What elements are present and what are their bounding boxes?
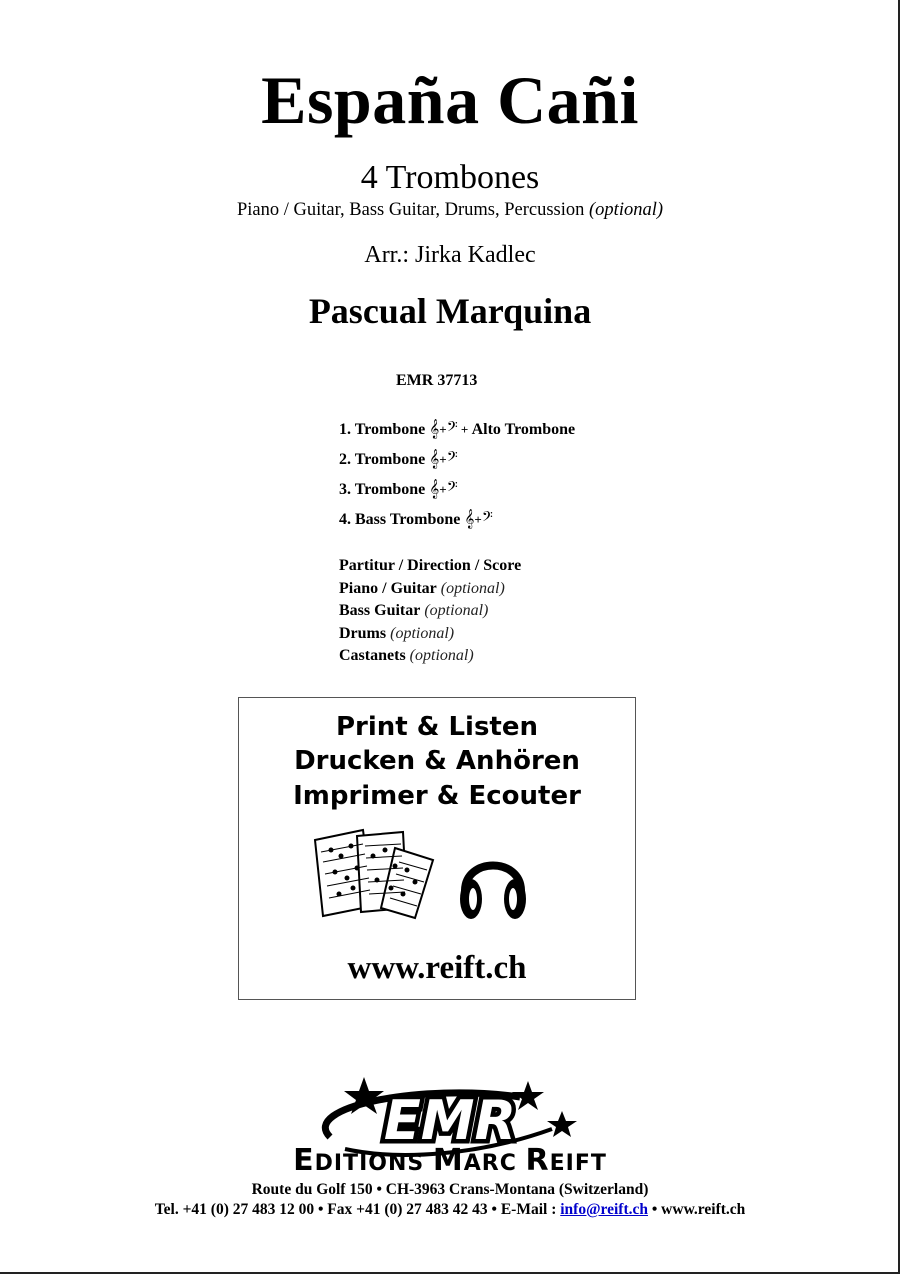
extra-label: Piano / Guitar xyxy=(339,579,437,597)
sheet-music-icon xyxy=(311,826,441,921)
publisher-name-part: DITIONS xyxy=(314,1151,433,1176)
subtitle: 4 Trombones xyxy=(360,159,540,196)
publisher-name-part: M xyxy=(432,1143,464,1178)
publisher-name-part: E xyxy=(293,1143,315,1178)
promo-line-1: Print & Listen xyxy=(335,712,539,742)
publisher-contact xyxy=(0,1201,900,1219)
email-link[interactable]: info@reift.ch xyxy=(560,1201,648,1218)
publisher-name-part: R xyxy=(525,1143,550,1178)
extra-note: (optional) xyxy=(440,579,505,597)
instrumentation-optional: (optional) xyxy=(589,200,664,220)
part-item: 1. Trombone 𝄞+𝄢 + Alto Trombone xyxy=(339,419,576,439)
part-label: 2. Trombone xyxy=(339,451,426,468)
extra-note: (optional) xyxy=(424,602,489,620)
contact-website: • www.reift.ch xyxy=(648,1201,746,1218)
extras-list xyxy=(339,555,521,668)
extra-label: Drums xyxy=(339,624,387,642)
part-label: 3. Trombone xyxy=(339,481,426,498)
treble-clef-icon: 𝄞 xyxy=(429,479,440,499)
extra-item xyxy=(339,578,521,601)
part-item: 4. Bass Trombone 𝄞+𝄢 xyxy=(339,509,493,529)
part-label: 4. Bass Trombone xyxy=(339,511,461,528)
catalog-number: EMR 37713 xyxy=(396,372,478,389)
extra-item xyxy=(339,645,521,668)
bass-clef-icon: 𝄢 xyxy=(446,479,458,499)
bass-clef-icon: 𝄢 xyxy=(446,449,458,469)
page-title: España Cañi xyxy=(261,62,639,138)
publisher-address: Route du Golf 150 • CH-3963 Crans-Montana (Switzerland) xyxy=(251,1181,649,1198)
parts-list xyxy=(339,418,575,538)
extra-label: Partitur / Direction / Score xyxy=(339,557,522,574)
print-listen-box[interactable] xyxy=(238,697,636,1000)
publisher-name-part: ARC xyxy=(463,1151,526,1176)
promo-line-2: Drucken & Anhören xyxy=(294,746,580,776)
part-label: 1. Trombone xyxy=(339,421,426,438)
treble-clef-icon: 𝄞 xyxy=(464,509,475,529)
headphones-icon xyxy=(457,841,529,923)
part-item: 3. Trombone 𝄞+𝄢 xyxy=(339,479,458,499)
extra-note: (optional) xyxy=(390,624,455,642)
extra-item xyxy=(339,623,521,646)
publisher-name xyxy=(0,1143,900,1178)
part-item: 2. Trombone 𝄞+𝄢 xyxy=(339,449,458,469)
promo-url: www.reift.ch xyxy=(347,950,527,986)
contact-phone-fax: Tel. +41 (0) 27 483 12 00 • Fax +41 (0) 27 483 42 43 • E-Mail : xyxy=(154,1201,561,1218)
bass-clef-icon: 𝄢 xyxy=(446,419,458,439)
extra-label: Bass Guitar xyxy=(339,602,421,620)
extra-label: Castanets xyxy=(339,647,406,665)
extra-item xyxy=(339,600,521,623)
part-suffix: Alto Trombone xyxy=(471,421,576,438)
treble-clef-icon: 𝄞 xyxy=(429,449,440,469)
publisher-name-part: EIFT xyxy=(549,1151,607,1176)
extra-note: (optional) xyxy=(409,647,474,665)
bass-clef-icon: 𝄢 xyxy=(481,509,493,529)
extra-item xyxy=(339,555,521,578)
promo-line-3: Imprimer & Ecouter xyxy=(293,781,581,811)
arranger: Arr.: Jirka Kadlec xyxy=(364,242,536,268)
emr-logo-text: EMR xyxy=(383,1089,517,1152)
composer: Pascual Marquina xyxy=(308,291,592,331)
instrumentation-text: Piano / Guitar, Bass Guitar, Drums, Percussion xyxy=(236,200,585,220)
treble-clef-icon: 𝄞 xyxy=(429,419,440,439)
instrumentation xyxy=(0,199,900,221)
